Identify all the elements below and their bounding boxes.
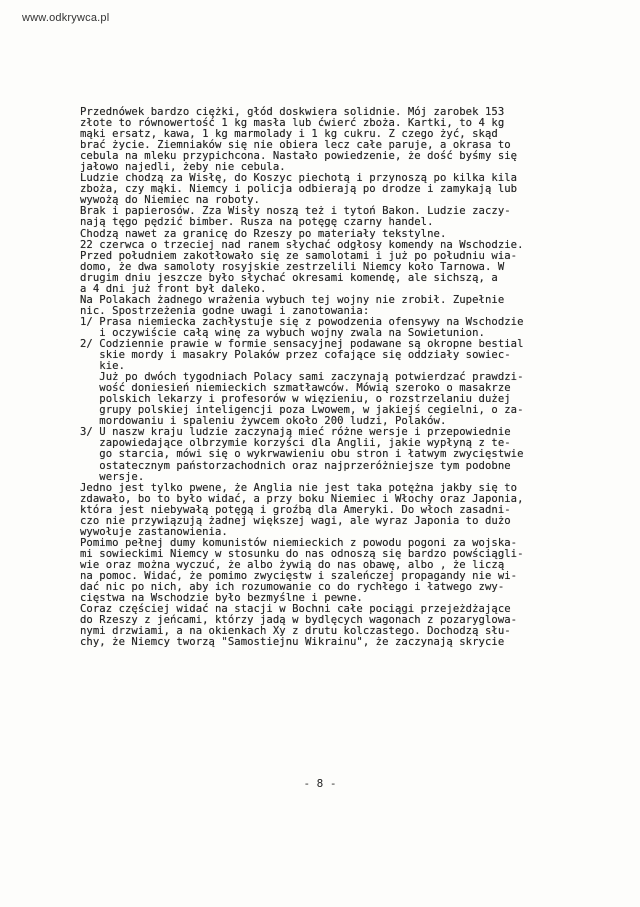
- page-number: - 8 -: [303, 777, 337, 790]
- text-line: grupy polskiej inteligencji poza Lwowem, w jakiejś cegielni, o za-: [80, 404, 524, 417]
- text-line: kie.: [80, 360, 125, 373]
- text-line: mi sowieckimi Niemcy w stosunku do nas odnoszą się bardzo powściągli-: [80, 547, 524, 560]
- text-line: do Rzeszy z jeńcami, którzy jadą w bydlęcych wagonach z pozaryglowa-: [80, 614, 518, 627]
- text-line: 3/ U naszw kraju ludzie zaczynają mieć różne wersje i przepowiednie: [80, 426, 511, 439]
- text-line: na pomoc. Widać, że pomimo zwycięstw i szaleńczej propagandy nie wi-: [80, 569, 518, 582]
- text-line: dać nic po nich, aby ich rozumowanie co do rychłego i łatwego zwy-: [80, 581, 505, 594]
- text-line: zapowiedające olbrzymie korzyści dla Anglii, jakie wypłyną z te-: [80, 437, 511, 450]
- text-line: mąki ersatz, kawa, 1 kg marmolady i 1 kg cukru. Z czego żyć, skąd: [80, 128, 498, 141]
- text-line: domo, że dwa samoloty rosyjskie zestrzelili Niemcy koło Tarnowa. W: [80, 260, 505, 273]
- text-line: 1/ Prasa niemiecka zachłystuje się z powodzenia ofensywy na Wschodzie: [80, 315, 524, 328]
- text-line: jałowo najedli, żeby nie cebula.: [80, 161, 286, 174]
- text-line: zboża, czy mąki. Niemcy i policja odbierają po drodze i zamykają lub: [80, 183, 518, 196]
- text-line: 2/ Codziennie prawie w formie sensacyjnej podawane są okropne bestial: [80, 337, 524, 350]
- text-line: skie mordy i masakry Polaków przez cofające się oddziały sowiec-: [80, 349, 511, 362]
- text-line: która jest niebywałą potęgą i groźbą dla Ameryki. Do włoch zasadni-: [80, 503, 511, 516]
- text-line: Przednówek bardzo ciężki, głód doskwiera solidnie. Mój zarobek 153: [80, 106, 505, 118]
- text-line: Coraz częściej widać na stacji w Bochni całe pociągi przejeżdżające: [80, 603, 511, 616]
- text-line: Przed południem zakotłowało się ze samolotami i już po południu wia-: [80, 249, 518, 262]
- text-line: wersje.: [80, 470, 145, 483]
- text-line: i oczywiście całą winę za wybuch wojny zwala na Sowietunion.: [80, 326, 485, 339]
- text-line: Ludzie chodzą za Wisłę, do Koszyc piechotą i przynoszą po kilka kila: [80, 172, 518, 185]
- text-line: nają tęgo pędzić bimber. Rusza na potęgę czarny handel.: [80, 216, 434, 229]
- text-line: Na Polakach żadnego wrażenia wybuch tej wojny nie zrobił. Zupełnie: [80, 293, 505, 306]
- text-line: wywożą do Niemiec na roboty.: [80, 194, 260, 207]
- text-line: go starcia, mówi się o wykrwawieniu obu stron i łatwym zwycięstwie: [80, 448, 524, 461]
- text-line: drugim dniu jeszcze było słychać okresami komendę, ale sichszą, a: [80, 271, 498, 284]
- typewritten-text-block: [80, 107, 632, 648]
- text-line: cebula na mleku przypichcona. Nastało powiedzenie, że dość byśmy się: [80, 150, 518, 163]
- text-line: Chodzą nawet za granicę do Rzeszy po materiały tekstylne.: [80, 227, 447, 240]
- text-line: mordowaniu i spaleniu żywcem około 200 ludzi, Polaków.: [80, 415, 447, 428]
- text-line: brać życie. Ziemniaków się nie obiera lecz całe paruje, a okrasa to: [80, 139, 511, 152]
- text-line: Już po dwóch tygodniach Polacy sami zaczynają potwierdzać prawdzi-: [80, 371, 524, 384]
- text-line: ostatecznym państorzachodnich oraz najprzeróżniejsze tym podobne: [80, 459, 511, 472]
- text-line: 22 czerwca o trzeciej nad ranem słychać odgłosy komendy na Wschodzie.: [80, 238, 524, 251]
- text-line: chy, że Niemcy tworzą "Samostiejnu Wikrainu", że zaczynają skrycie: [80, 636, 505, 649]
- text-line: złote to równowertość 1 kg masła lub ćwierć zboża. Kartki, to 4 kg: [80, 117, 505, 130]
- text-line: wość doniesień niemieckich szmatławców. Mówią szeroko o masakrze: [80, 382, 511, 395]
- text-line: cięstwa na Wschodzie było bezmyślne i pewne.: [80, 592, 363, 605]
- text-line: Pomimo pełnej dumy komunistów niemieckich z powodu pogoni za wojska-: [80, 536, 518, 549]
- text-line: Brak i papierosów. Zza Wisły noszą też i tytoń Bakon. Ludzie zaczy-: [80, 205, 511, 218]
- text-line: wywołuje zastanowienia.: [80, 525, 228, 538]
- text-line: a 4 dni już front był daleko.: [80, 282, 267, 295]
- text-line: nic. Spostrzeżenia godne uwagi i zanotowania:: [80, 304, 370, 317]
- text-line: nymi drzwiami, a na okienkach Xy z drutu kolczastego. Dochodzą słu-: [80, 625, 511, 638]
- text-line: czo nie przywiązują żadnej większej wagi, ale wyraz Japonia to dużo: [80, 514, 511, 527]
- text-line: Jedno jest tylko pwene, że Anglia nie jest taka potężna jakby się to: [80, 481, 518, 494]
- text-line: wie oraz można wyczuć, że albo żywią do nas obawę, albo , że liczą: [80, 558, 505, 571]
- text-line: polskich lekarzy i profesorów w więzieniu, o rozstrzelaniu dużej: [80, 393, 511, 406]
- text-line: zdawało, bo to było widać, a przy boku Niemiec i Włochy oraz Japonia,: [80, 492, 524, 505]
- watermark-url: www.odkrywca.pl: [22, 12, 110, 24]
